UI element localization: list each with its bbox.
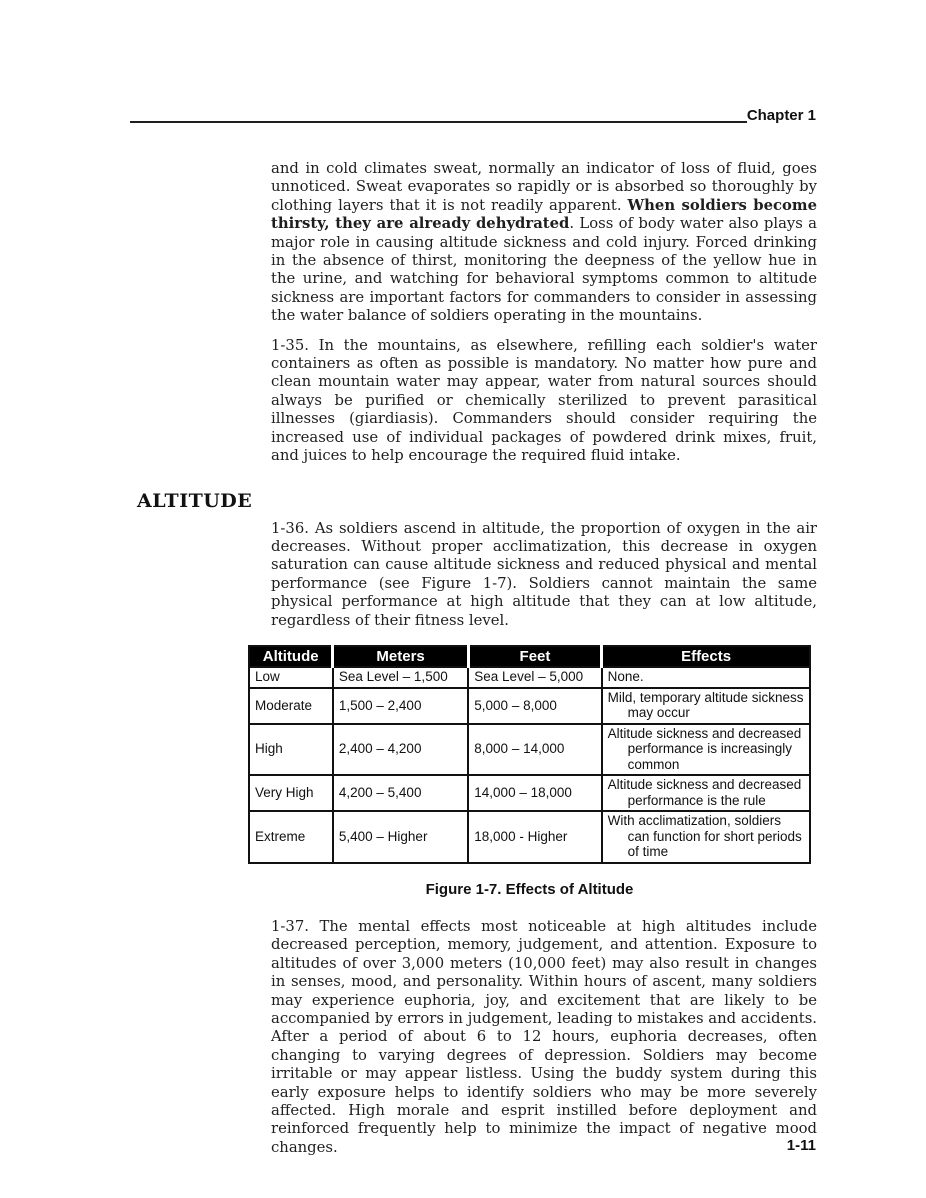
table-cell: Very High [249,775,333,811]
column-header-effects: Effects [602,646,810,668]
figure-1-7 [248,645,811,898]
paragraph-dehydration: and in cold climates sweat, normally an indicator of loss of fluid, goes unnoticed. Sweat evaporates so rapidly or is absorbed so thoroughly by clothing layers that it is not readily apparent. When soldiers become thirsty, they are already dehydrated. Loss of body water also plays a major role in causing altitude sickness and cold injury. Forced drinking in the absence of thirst, monitoring the deepness of the yellow hue in the urine, and watching for behavioral symptoms common to altitude sickness are important factors for commanders to consider in assessing the water balance of soldiers operating in the mountains. [271,160,817,325]
paragraph-1-36: 1-36. As soldiers ascend in altitude, the proportion of oxygen in the air decreases. Without proper acclimatization, this decrease in oxygen saturation can cause altitude sickness and reduced physical and mental performance (see Figure 1-7). Soldiers cannot maintain the same physical performance at high altitude that they can at low altitude, regardless of their fitness level. [271,519,817,629]
body-column [137,0,817,1168]
column-header-feet: Feet [468,646,601,668]
figure-caption: Figure 1-7. Effects of Altitude [425,880,634,898]
table-cell: High [249,724,333,776]
table-header-row [249,646,810,668]
page-number: 1-11 [786,1137,816,1154]
table-row [249,811,810,863]
table-cell: Moderate [249,688,333,724]
table-cell: 5,400 – Higher [333,811,468,863]
table-cell: Sea Level – 5,000 [468,667,601,688]
table-cell: Altitude sickness and decreased performance is the rule [602,775,810,811]
paragraph-1-35: 1-35. In the mountains, as elsewhere, refilling each soldier's water containers as often as possible is mandatory. No matter how pure and clean mountain water may appear, water from natural sources should always be purified or chemically sterilized to prevent parasitical illnesses (giardiasis). Commanders should consider requiring the increased use of individual packages of powdered drink mixes, fruit, and juices to help encourage the required fluid intake. [271,336,817,465]
table-cell: 1,500 – 2,400 [333,688,468,724]
column-header-altitude: Altitude [249,646,333,668]
table-cell: 18,000 - Higher [468,811,601,863]
table-cell: 14,000 – 18,000 [468,775,601,811]
table-row [249,667,810,688]
table-cell: 4,200 – 5,400 [333,775,468,811]
table-cell: With acclimatization, soldiers can function for short periods of time [602,811,810,863]
section-heading-altitude: ALTITUDE [137,489,253,512]
table-cell: Low [249,667,333,688]
paragraph-1-37: 1-37. The mental effects most noticeable at high altitudes include decreased perception, memory, judgement, and attention. Exposure to altitudes of over 3,000 meters (10,000 feet) may also result in changes in senses, mood, and personality. Within hours of ascent, many soldiers may experience euphoria, joy, and excitement that are likely to be accompanied by errors in judgement, leading to mistakes and accidents. After a period of about 6 to 12 hours, euphoria decreases, often changing to varying degrees of depression. Soldiers may become irritable or may appear listless. Using the buddy system during this early exposure helps to identify soldiers who may be more severely affected. High morale and esprit instilled before deployment and reinforced frequently help to minimize the impact of negative mood changes. [271,917,817,1156]
table-row [249,775,810,811]
table-cell: 5,000 – 8,000 [468,688,601,724]
table-cell: Altitude sickness and decreased performance is increasingly common [602,724,810,776]
table-cell: Mild, temporary altitude sickness may occur [602,688,810,724]
table-cell: 8,000 – 14,000 [468,724,601,776]
column-header-meters: Meters [333,646,468,668]
table-cell: 2,400 – 4,200 [333,724,468,776]
chapter-header: Chapter 1 [746,107,816,124]
table-row [249,688,810,724]
table-cell: None. [602,667,810,688]
table-cell: Extreme [249,811,333,863]
table-cell: Sea Level – 1,500 [333,667,468,688]
table-row [249,724,810,776]
altitude-effects-table [248,645,811,864]
